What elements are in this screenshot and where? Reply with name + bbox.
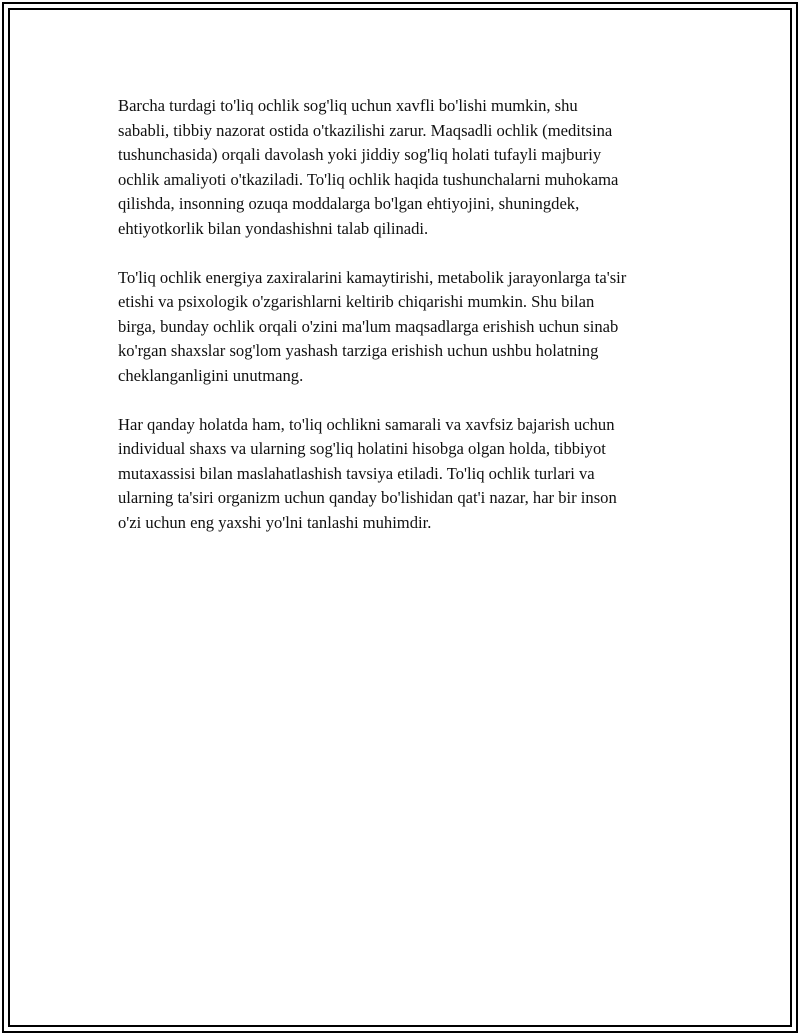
text-line: Har qanday holatda ham, to'liq ochlikni samarali va xavfsiz bajarish uchun xyxy=(118,414,615,434)
text-line: qilishda, insonning ozuqa moddalarga bo'lgan ehtiyojini, shuningdek, xyxy=(118,194,580,213)
text-line: ularning ta'siri organizm uchun qanday bo'lishidan qat'i nazar, har bir inson xyxy=(118,488,617,507)
document-body xyxy=(118,94,698,560)
text-line: tushunchasida) orqali davolash yoki jiddiy sog'liq holati tufayli majburiy xyxy=(118,145,602,164)
text-line: cheklanganligini unutmang. xyxy=(118,365,304,385)
text-line: ko'rgan shaxslar sog'lom yashash tarziga erishish uchun ushbu holatning xyxy=(118,341,599,360)
text-line: ochlik amaliyoti o'tkaziladi. To'liq ochlik haqida tushunchalarni muhokama xyxy=(118,169,619,189)
text-line: sababli, tibbiy nazorat ostida o'tkazilishi zarur. Maqsadli ochlik (meditsina xyxy=(118,120,613,140)
text-line: Barcha turdagi to'liq ochlik sog'liq uchun xavfli bo'lishi mumkin, shu xyxy=(118,96,578,115)
text-line: individual shaxs va ularning sog'liq holatini hisobga olgan holda, tibbiyot xyxy=(118,439,606,458)
paragraph-2 xyxy=(118,266,698,389)
paragraph-1 xyxy=(118,94,698,241)
text-line: etishi va psixologik o'zgarishlarni keltirib chiqarishi mumkin. Shu bilan xyxy=(118,292,595,311)
text-line: birga, bunday ochlik orqali o'zini ma'lum maqsadlarga erishish uchun sinab xyxy=(118,316,619,336)
text-line: To'liq ochlik energiya zaxiralarini kamaytirishi, metabolik jarayonlarga ta'sir xyxy=(118,267,627,287)
text-line: o'zi uchun eng yaxshi yo'lni tanlashi muhimdir. xyxy=(118,512,432,532)
text-line: mutaxassisi bilan maslahatlashish tavsiya etiladi. To'liq ochlik turlari va xyxy=(118,463,595,483)
paragraph-3 xyxy=(118,413,698,536)
text-line: ehtiyotkorlik bilan yondashishni talab qilinadi. xyxy=(118,218,429,238)
